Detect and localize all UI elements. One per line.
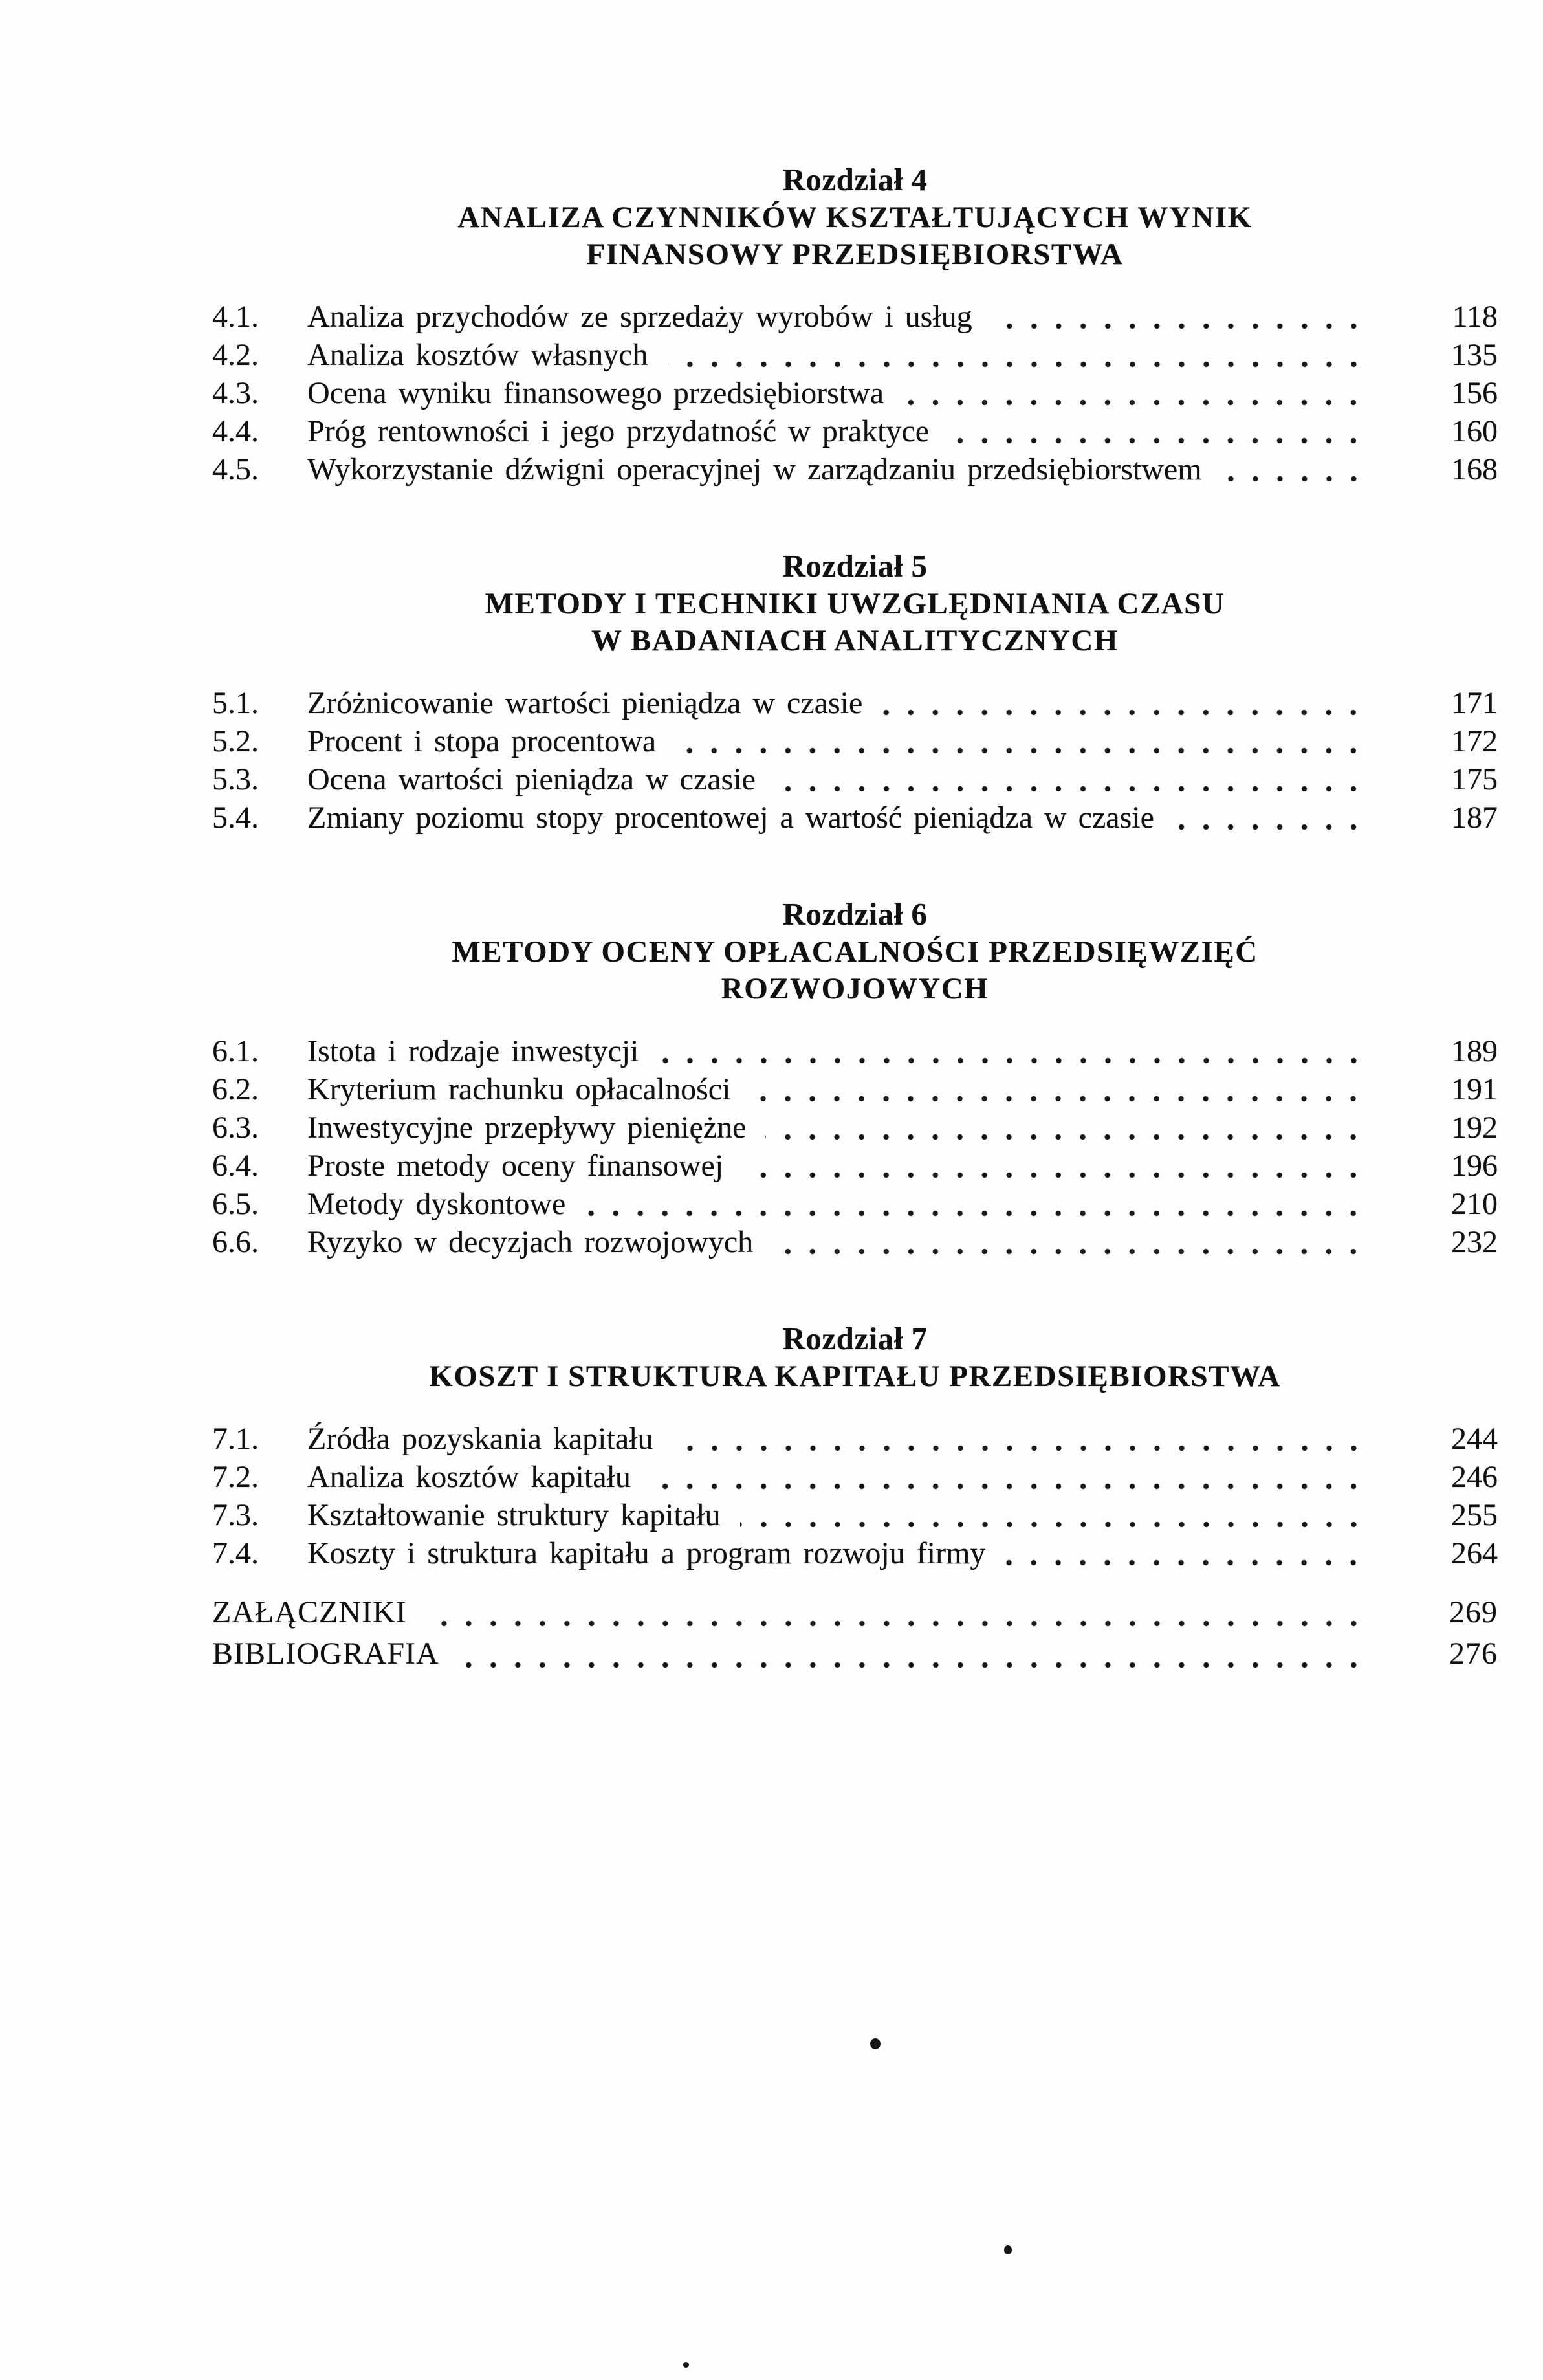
toc-entry-number: 6.4. <box>212 1149 259 1183</box>
dot-leader <box>992 323 1375 329</box>
dot-leader <box>673 1445 1375 1451</box>
toc-entry-number: 5.3. <box>212 762 259 797</box>
toc-entry-label: Proste metody oceny finansowej <box>307 1149 724 1183</box>
toc-entry-page: 160 <box>1451 414 1498 448</box>
toc-entry-page: 187 <box>1451 800 1498 835</box>
toc-entry-page: 135 <box>1451 338 1498 372</box>
toc-entry-number: 4.2. <box>212 338 259 372</box>
toc-entry-page: 175 <box>1451 762 1498 797</box>
toc-entry-number: 4.3. <box>212 376 259 410</box>
toc-entry-label: Analiza kosztów kapitału <box>307 1460 631 1494</box>
toc-entry-number: 6.1. <box>212 1034 259 1068</box>
dot-leader <box>743 1172 1375 1178</box>
dot-leader <box>459 1662 1375 1668</box>
toc-entry-number: 7.2. <box>212 1460 259 1494</box>
toc-entry <box>212 684 1498 722</box>
scan-speck <box>1004 2245 1012 2254</box>
dot-leader <box>750 1096 1375 1102</box>
toc-entry-label: Wykorzystanie dźwigni operacyjnej w zarządzaniu przedsiębiorstwem <box>307 452 1202 487</box>
scan-speck <box>683 2362 689 2368</box>
toc-entry-page: 118 <box>1452 300 1498 334</box>
toc-entry <box>212 799 1498 837</box>
toc-entry-number: 5.1. <box>212 686 259 720</box>
dot-leader <box>1005 1559 1375 1566</box>
toc-entry <box>212 1032 1498 1070</box>
chapter-heading: Rozdział 5 <box>782 548 928 584</box>
dot-leader <box>1221 476 1375 482</box>
back-matter-label: ZAŁĄCZNIKI <box>212 1595 407 1629</box>
toc-entry-page: 246 <box>1451 1460 1498 1494</box>
dot-leader <box>1174 824 1375 830</box>
chapter-title-line: FINANSOWY PRZEDSIĘBIORSTWA <box>586 237 1124 271</box>
chapter-entries <box>212 298 1498 489</box>
dot-leader <box>585 1210 1375 1217</box>
toc-entry-page: 168 <box>1451 452 1498 487</box>
toc-entry-label: Kształtowanie struktury kapitału <box>307 1498 721 1532</box>
back-matter-page: 269 <box>1449 1595 1498 1629</box>
toc-entry-page: 191 <box>1451 1072 1498 1107</box>
chapter-heading: Rozdział 6 <box>782 896 928 932</box>
toc-entry-label: Ryzyko w decyzjach rozwojowych <box>307 1225 754 1259</box>
back-matter-entry <box>212 1633 1498 1675</box>
toc-entry-page: 171 <box>1451 686 1498 720</box>
toc-entry <box>212 1070 1498 1108</box>
toc-entry-number: 6.3. <box>212 1110 259 1145</box>
dot-leader <box>668 361 1375 368</box>
toc-entry-number: 7.3. <box>212 1498 259 1532</box>
toc-entry <box>212 1108 1498 1147</box>
toc-entry-number: 5.2. <box>212 724 259 758</box>
chapter-title-line: ANALIZA CZYNNIKÓW KSZTAŁTUJĄCYCH WYNIK <box>457 201 1253 234</box>
toc-entry-number: 4.1. <box>212 300 259 334</box>
chapter-title-line: METODY OCENY OPŁACALNOŚCI PRZEDSIĘWZIĘĆ <box>452 935 1258 969</box>
chapter-entries <box>212 1032 1498 1261</box>
toc-entry-label: Inwestycyjne przepływy pieniężne <box>307 1110 747 1145</box>
toc-entry-number: 7.1. <box>212 1422 259 1456</box>
dot-leader <box>772 1248 1375 1255</box>
toc-entry-label: Analiza kosztów własnych <box>307 338 648 372</box>
toc-entry <box>212 1223 1498 1261</box>
toc-entry-label: Próg rentowności i jego przydatność w praktyce <box>307 414 930 448</box>
toc-entry-number: 7.4. <box>212 1536 259 1570</box>
chapter-5-section <box>0 547 1543 837</box>
toc-entry-page: 244 <box>1451 1422 1498 1456</box>
back-matter-entry <box>212 1592 1498 1633</box>
dot-leader <box>882 709 1375 716</box>
dot-leader <box>740 1521 1375 1528</box>
toc-entry-page: 210 <box>1451 1187 1498 1221</box>
toc-entry <box>212 760 1498 799</box>
chapter-entries <box>212 1420 1498 1572</box>
toc-entry <box>212 1496 1498 1534</box>
toc-entry-label: Analiza przychodów ze sprzedaży wyrobów i usług <box>307 300 972 334</box>
toc-entry-label: Zmiany poziomu stopy procentowej a wartość pieniądza w czasie <box>307 800 1154 835</box>
toc-entry-label: Ocena wartości pieniądza w czasie <box>307 762 756 797</box>
toc-entry <box>212 374 1498 412</box>
toc-entry <box>212 450 1498 489</box>
chapter-4-section <box>0 160 1543 489</box>
chapter-title-line: ROZWOJOWYCH <box>721 972 989 1006</box>
dot-leader <box>765 1134 1375 1140</box>
toc-entry-page: 172 <box>1451 724 1498 758</box>
toc-entry-label: Procent i stopa procentowa <box>307 724 657 758</box>
toc-entry-page: 264 <box>1451 1536 1498 1570</box>
toc-entry-label: Koszty i struktura kapitału a program rozwoju firmy <box>307 1536 986 1570</box>
chapter-heading: Rozdział 7 <box>782 1321 928 1356</box>
chapter-6-section <box>0 895 1543 1261</box>
back-matter <box>0 1592 1543 1675</box>
toc-entry <box>212 298 1498 336</box>
dot-leader <box>659 1057 1375 1064</box>
dot-leader <box>650 1483 1375 1490</box>
toc-entry <box>212 336 1498 374</box>
dot-leader <box>675 747 1375 754</box>
toc-entry-label: Ocena wyniku finansowego przedsiębiorstwa <box>307 376 884 410</box>
toc-entry-number: 6.2. <box>212 1072 259 1107</box>
toc-entry <box>212 1534 1498 1572</box>
toc-entry-number: 4.4. <box>212 414 259 448</box>
toc-entry-number: 4.5. <box>212 452 259 487</box>
toc-entry-page: 232 <box>1451 1225 1498 1259</box>
chapter-title-line: METODY I TECHNIKI UWZGLĘDNIANIA CZASU <box>485 587 1225 621</box>
dot-leader <box>775 786 1375 792</box>
toc-entry <box>212 412 1498 450</box>
toc-entry-label: Zróżnicowanie wartości pieniądza w czasie <box>307 686 863 720</box>
toc-entry-page: 189 <box>1451 1034 1498 1068</box>
back-matter-label: BIBLIOGRAFIA <box>212 1636 439 1671</box>
dot-leader <box>948 437 1375 444</box>
chapter-title-line: W BADANIACH ANALITYCZNYCH <box>591 624 1119 657</box>
toc-entry <box>212 1185 1498 1223</box>
back-matter-page: 276 <box>1449 1636 1498 1671</box>
dot-leader <box>903 399 1375 406</box>
toc-entry-page: 192 <box>1451 1110 1498 1145</box>
toc-entry-number: 6.6. <box>212 1225 259 1259</box>
chapter-entries <box>212 684 1498 837</box>
toc-entry <box>212 1420 1498 1458</box>
toc-entry-page: 255 <box>1451 1498 1498 1532</box>
toc-entry-label: Kryterium rachunku opłacalności <box>307 1072 731 1107</box>
chapter-heading: Rozdział 4 <box>782 162 928 197</box>
dot-leader <box>426 1620 1375 1627</box>
scan-speck <box>870 2038 881 2049</box>
toc-entry-label: Istota i rodzaje inwestycji <box>307 1034 639 1068</box>
toc-entry <box>212 1458 1498 1496</box>
toc-entry-label: Źródła pozyskania kapitału <box>307 1422 653 1456</box>
chapter-title-line: KOSZT I STRUKTURA KAPITAŁU PRZEDSIĘBIORSTWA <box>429 1360 1281 1393</box>
toc-entry <box>212 722 1498 760</box>
toc-entry-number: 5.4. <box>212 800 259 835</box>
toc-entry-label: Metody dyskontowe <box>307 1187 566 1221</box>
toc-entry-page: 156 <box>1451 376 1498 410</box>
toc-entry-number: 6.5. <box>212 1187 259 1221</box>
toc-entry <box>212 1147 1498 1185</box>
toc-entry-page: 196 <box>1451 1149 1498 1183</box>
chapter-7-section <box>0 1319 1543 1572</box>
